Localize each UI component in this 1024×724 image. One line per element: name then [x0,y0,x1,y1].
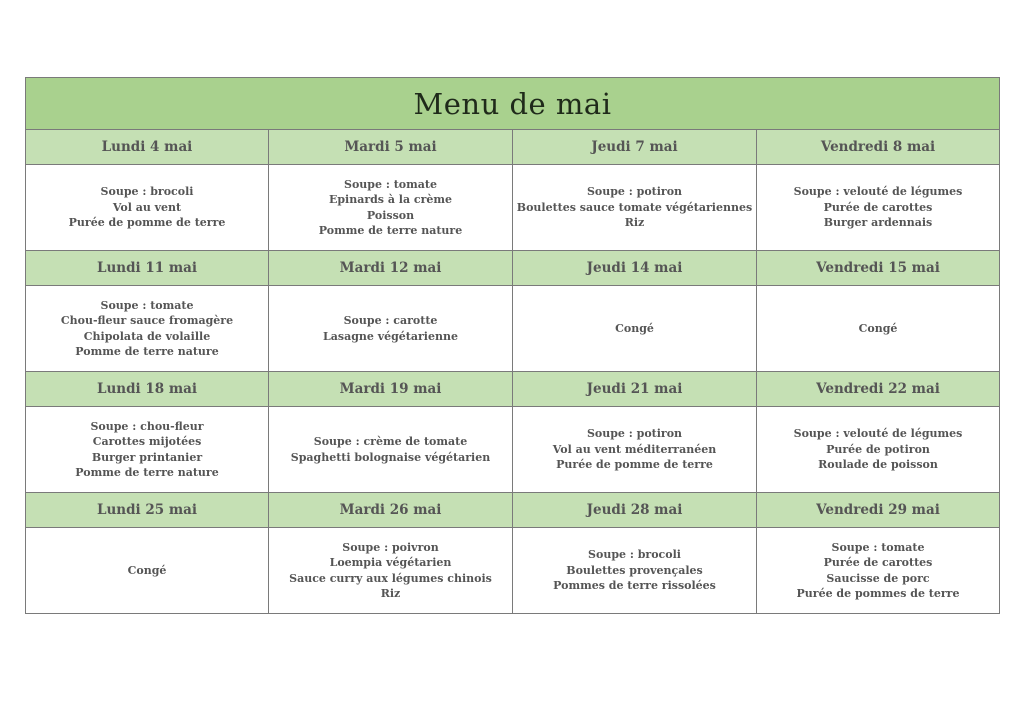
meal-cell [26,165,269,251]
meal-item: Soupe : poivron [342,540,439,554]
meal-cell [757,528,1000,614]
meal-item: Loempia végétarien [329,556,452,569]
meal-cell [269,286,513,372]
meal-item: Vol au vent [112,200,182,214]
meal-item: Soupe : chou-fleur [90,419,204,433]
meal-item: Soupe : tomate [831,540,925,554]
menu-body [26,78,1000,614]
meal-item: Purée de potiron [826,442,930,456]
meal-item: Pomme de terre nature [318,224,463,237]
day-header: Mardi 26 mai [269,493,513,528]
meal-item: Riz [624,216,645,230]
meal-item: Boulettes sauce tomate végétariennes [516,200,753,214]
meal-cell [269,165,513,251]
meal-item: Poisson [366,208,415,222]
day-header: Lundi 25 mai [26,493,269,528]
meal-cell [757,286,1000,372]
meal-item: Soupe : tomate [100,298,194,312]
meal-item: Chipolata de volaille [83,329,211,343]
meal-cell [513,286,757,372]
meal-cell [26,407,269,493]
meal-item: Lasagne végétarienne [323,329,458,343]
meal-item: Carottes mijotées [92,435,202,448]
meal-item: Soupe : potiron [586,185,683,199]
day-header: Mardi 19 mai [269,372,513,407]
meal-item: Boulettes provençales [566,563,703,577]
meal-item: Purée de carottes [823,556,933,569]
day-header-row [26,130,1000,165]
meal-item: Purée de pomme de terre [68,216,226,230]
meal-cell [757,407,1000,493]
meal-item: Burger printanier [91,450,203,464]
meal-item: Soupe : carotte [343,314,438,327]
title-row [26,78,1000,130]
day-header: Jeudi 21 mai [513,372,757,407]
day-header: Vendredi 22 mai [757,372,1000,407]
menu-title: Menu de mai [26,78,1000,130]
meal-item: Soupe : crème de tomate [313,435,468,448]
meal-cell [26,286,269,372]
meal-item: Roulade de poisson [818,458,938,472]
meal-item: Soupe : brocoli [100,185,194,199]
menu-table [25,77,1000,614]
day-header: Vendredi 15 mai [757,251,1000,286]
meal-item: Soupe : velouté de légumes [793,427,963,441]
meal-item: Pommes de terre rissolées [553,579,716,593]
meal-item: Purée de pommes de terre [796,587,960,600]
meal-cell [269,407,513,493]
meal-row [26,286,1000,372]
day-header: Mardi 12 mai [269,251,513,286]
meal-row [26,407,1000,493]
day-header: Lundi 4 mai [26,130,269,165]
day-header-row [26,372,1000,407]
meal-item: Burger ardennais [823,216,933,230]
meal-item: Soupe : velouté de légumes [793,185,963,199]
day-header: Jeudi 14 mai [513,251,757,286]
meal-item: Soupe : brocoli [588,548,681,562]
meal-item: Epinards à la crème [328,193,453,206]
meal-item: Pomme de terre nature [75,345,219,358]
day-header-row [26,493,1000,528]
day-header: Vendredi 29 mai [757,493,1000,528]
meal-item: Spaghetti bolognaise végétarien [290,450,491,464]
day-header: Jeudi 28 mai [513,493,757,528]
day-header: Lundi 11 mai [26,251,269,286]
meal-item: Riz [380,587,401,600]
meal-row [26,165,1000,251]
day-header: Jeudi 7 mai [513,130,757,165]
meal-cell [513,407,757,493]
meal-row [26,528,1000,614]
day-header: Mardi 5 mai [269,130,513,165]
meal-cell [513,528,757,614]
meal-item: Purée de carottes [823,200,933,214]
meal-cell [269,528,513,614]
meal-item: Congé [615,321,654,335]
meal-item: Sauce curry aux légumes chinois [289,571,492,585]
meal-cell [513,165,757,251]
meal-item: Vol au vent méditerranéen [552,442,717,456]
meal-item: Purée de pomme de terre [556,458,713,472]
meal-cell [26,528,269,614]
day-header-row [26,251,1000,286]
meal-item: Soupe : potiron [586,427,683,441]
meal-item: Congé [858,321,898,335]
day-header: Vendredi 8 mai [757,130,1000,165]
meal-item: Pomme de terre nature [75,466,219,479]
meal-item: Congé [127,563,167,577]
meal-item: Chou-fleur sauce fromagère [60,314,234,327]
meal-cell [757,165,1000,251]
meal-item: Soupe : tomate [344,177,437,191]
meal-item: Saucisse de porc [826,571,930,585]
day-header: Lundi 18 mai [26,372,269,407]
